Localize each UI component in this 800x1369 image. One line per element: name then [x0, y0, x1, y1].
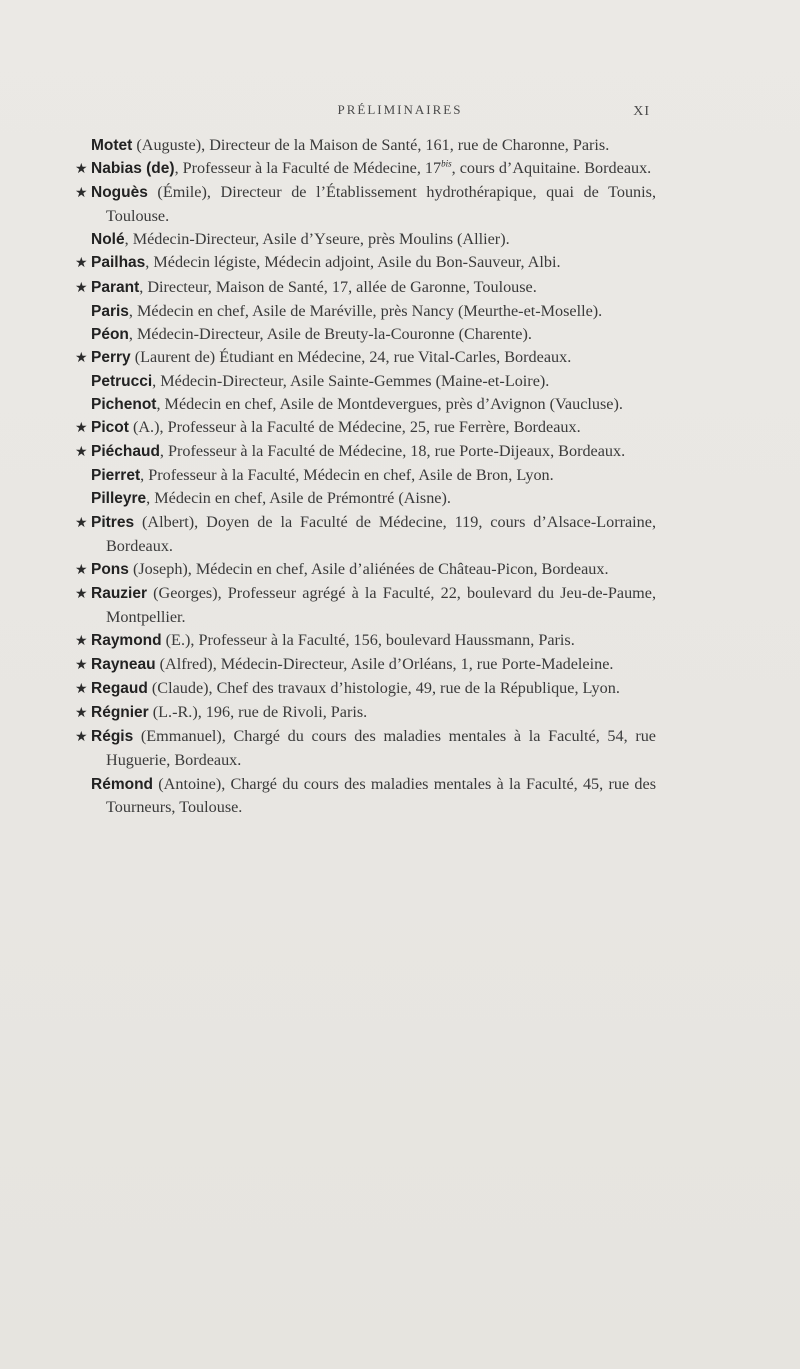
entry-name: Péon [91, 325, 129, 343]
member-list [76, 134, 656, 819]
entry-name: Raymond [91, 631, 162, 649]
list-item: ★ Regaud (Claude), Chef des travaux d’histologie, 49, rue de la République, Lyon. [75, 679, 620, 698]
entry-details: , Professeur à la Faculté de Médecine, 18, rue Porte-Dijeaux, Bordeaux. [159, 442, 626, 461]
entry-name: Rauzier [91, 584, 147, 602]
entry-name: Pierret [91, 467, 141, 485]
entry-details: , Médecin légiste, Médecin adjoint, Asile du Bon-Sauveur, Albi. [145, 253, 561, 272]
entry-details: (Alfred), Médecin-Directeur, Asile d’Orléans, 1, rue Porte-Madeleine. [155, 655, 614, 674]
entry-name: Rayneau [91, 656, 156, 674]
entry-name: Nolé [91, 231, 125, 249]
entry-details: (Joseph), Médecin en chef, Asile d’aliénées de Château-Picon, Bordeaux. [128, 559, 609, 578]
entry-details: (Émile), Directeur de l’Établissement hydrothérapique, quai de Tounis, Toulouse. [106, 183, 656, 226]
superscript: bis [441, 158, 452, 169]
entry-details: (L.-R.), 196, rue de Rivoli, Paris. [148, 703, 368, 722]
entry-name: Pilleyre [91, 490, 147, 508]
list-item: ★ Pitres (Albert), Doyen de la Faculté de Médecine, 119, cours d’Alsace-Lorraine, Bordeaux. [75, 512, 656, 555]
entry-details: , Professeur à la Faculté, Médecin en chef, Asile de Bron, Lyon. [140, 466, 554, 485]
entry-details: , Médecin-Directeur, Asile d’Yseure, près Moulins (Allier). [124, 230, 510, 249]
page-number: XI [633, 104, 650, 119]
list-item: ★ Picot (A.), Professeur à la Faculté de Médecine, 25, rue Ferrère, Bordeaux. [75, 418, 581, 437]
list-item: ★ Pailhas, Médecin légiste, Médecin adjoint, Asile du Bon-Sauveur, Albi. [75, 253, 561, 272]
entry-name: Pons [91, 560, 129, 578]
entry-name: Pailhas [91, 254, 146, 272]
list-item: ★ Régis (Emmanuel), Chargé du cours des maladies mentales à la Faculté, 54, rue Huguerie, Bordeaux. [75, 727, 656, 770]
entry-details-continued: , cours d’Aquitaine. Bordeaux. [451, 159, 652, 178]
entry-details: (Claude), Chef des travaux d’histologie, 49, rue de la République, Lyon. [147, 679, 620, 698]
entry-name: Petrucci [91, 372, 153, 390]
entry-name: Noguès [91, 184, 148, 202]
list-item: ★ Noguès (Émile), Directeur de l’Établissement hydrothérapique, quai de Tounis, Toulouse. [75, 183, 656, 226]
list-item: ★ Régnier (L.-R.), 196, rue de Rivoli, Paris. [75, 703, 368, 722]
entry-details: , Médecin en chef, Asile de Maréville, près Nancy (Meurthe-et-Moselle). [128, 301, 603, 320]
list-item [76, 370, 656, 393]
entry-details: (Laurent de) Étudiant en Médecine, 24, rue Vital-Carles, Bordeaux. [130, 347, 572, 366]
entry-name: Régis [91, 728, 134, 746]
entry-details: , Directeur, Maison de Santé, 17, allée de Garonne, Toulouse. [139, 277, 537, 296]
list-item [76, 773, 656, 819]
list-item [76, 464, 656, 487]
list-item [76, 228, 656, 251]
entry-name: Régnier [91, 704, 149, 722]
entry-details: (Albert), Doyen de la Faculté de Médecine, 119, cours d’Alsace-Lorraine, Bordeaux. [106, 512, 656, 555]
list-item: ★ Raymond (E.), Professeur à la Faculté, 156, boulevard Haussmann, Paris. [75, 630, 575, 649]
entry-details: (Antoine), Chargé du cours des maladies mentales à la Faculté, 45, rue des Tourneurs, Toulouse. [106, 774, 656, 816]
entry-name: Picot [91, 419, 129, 437]
entry-name: Motet [91, 137, 133, 154]
list-item: ★ Parant, Directeur, Maison de Santé, 17, allée de Garonne, Toulouse. [75, 277, 537, 296]
list-item: ★ Perry (Laurent de) Étudiant en Médecine, 24, rue Vital-Carles, Bordeaux. [75, 347, 572, 366]
list-item [76, 134, 656, 157]
entry-name: Regaud [91, 680, 148, 698]
entry-details: (E.), Professeur à la Faculté, 156, boulevard Haussmann, Paris. [161, 630, 575, 649]
list-item: ★ Pons (Joseph), Médecin en chef, Asile d’aliénées de Château-Picon, Bordeaux. [75, 559, 609, 578]
entry-name: Pitres [91, 513, 135, 531]
entry-details: (Auguste), Directeur de la Maison de Santé, 161, rue de Charonne, Paris. [132, 136, 610, 154]
entry-name: Piéchaud [91, 443, 160, 461]
entry-details: , Médecin-Directeur, Asile Sainte-Gemmes (Maine-et-Loire). [152, 371, 550, 390]
list-item [76, 393, 656, 416]
running-title: PRÉLIMINAIRES [337, 102, 463, 117]
entry-details: (Emmanuel), Chargé du cours des maladies mentales à la Faculté, 54, rue Huguerie, Bordeaux. [106, 727, 656, 770]
entry-details: , Professeur à la Faculté de Médecine, 17 [174, 159, 442, 178]
entry-name: Pichenot [91, 396, 157, 414]
entry-name: Nabias (de) [91, 160, 175, 178]
list-item: ★ Nabias (de), Professeur à la Faculté de Médecine, $17^{bis}$, cours d’Aquitaine. Bordeaux. [75, 158, 652, 178]
entry-name: Perry [91, 348, 131, 366]
list-item: ★ Rayneau (Alfred), Médecin-Directeur, Asile d’Orléans, 1, rue Porte-Madeleine. [75, 655, 614, 674]
entry-details: (A.), Professeur à la Faculté de Médecine, 25, rue Ferrère, Bordeaux. [128, 418, 581, 437]
entry-details: , Médecin-Directeur, Asile de Breuty-la-Couronne (Charente). [128, 324, 532, 343]
running-head [0, 102, 800, 122]
entry-name: Paris [91, 302, 129, 320]
entry-details: (Georges), Professeur agrégé à la Faculté, 22, boulevard du Jeu-de-Paume, Montpellier. [106, 583, 656, 626]
entry-name: Parant [91, 278, 140, 296]
list-item: ★ Rauzier (Georges), Professeur agrégé à la Faculté, 22, boulevard du Jeu-de-Paume, Montpellier. [75, 583, 656, 626]
list-item [76, 323, 656, 346]
list-item [76, 300, 656, 323]
entry-name: Rémond [91, 775, 153, 793]
entry-details: , Médecin en chef, Asile de Montdevergues, près d’Avignon (Vaucluse). [156, 395, 623, 414]
entry-details: , Médecin en chef, Asile de Prémontré (Aisne). [146, 489, 451, 508]
list-item: ★ Piéchaud, Professeur à la Faculté de Médecine, 18, rue Porte-Dijeaux, Bordeaux. [75, 442, 626, 461]
list-item [76, 487, 656, 510]
